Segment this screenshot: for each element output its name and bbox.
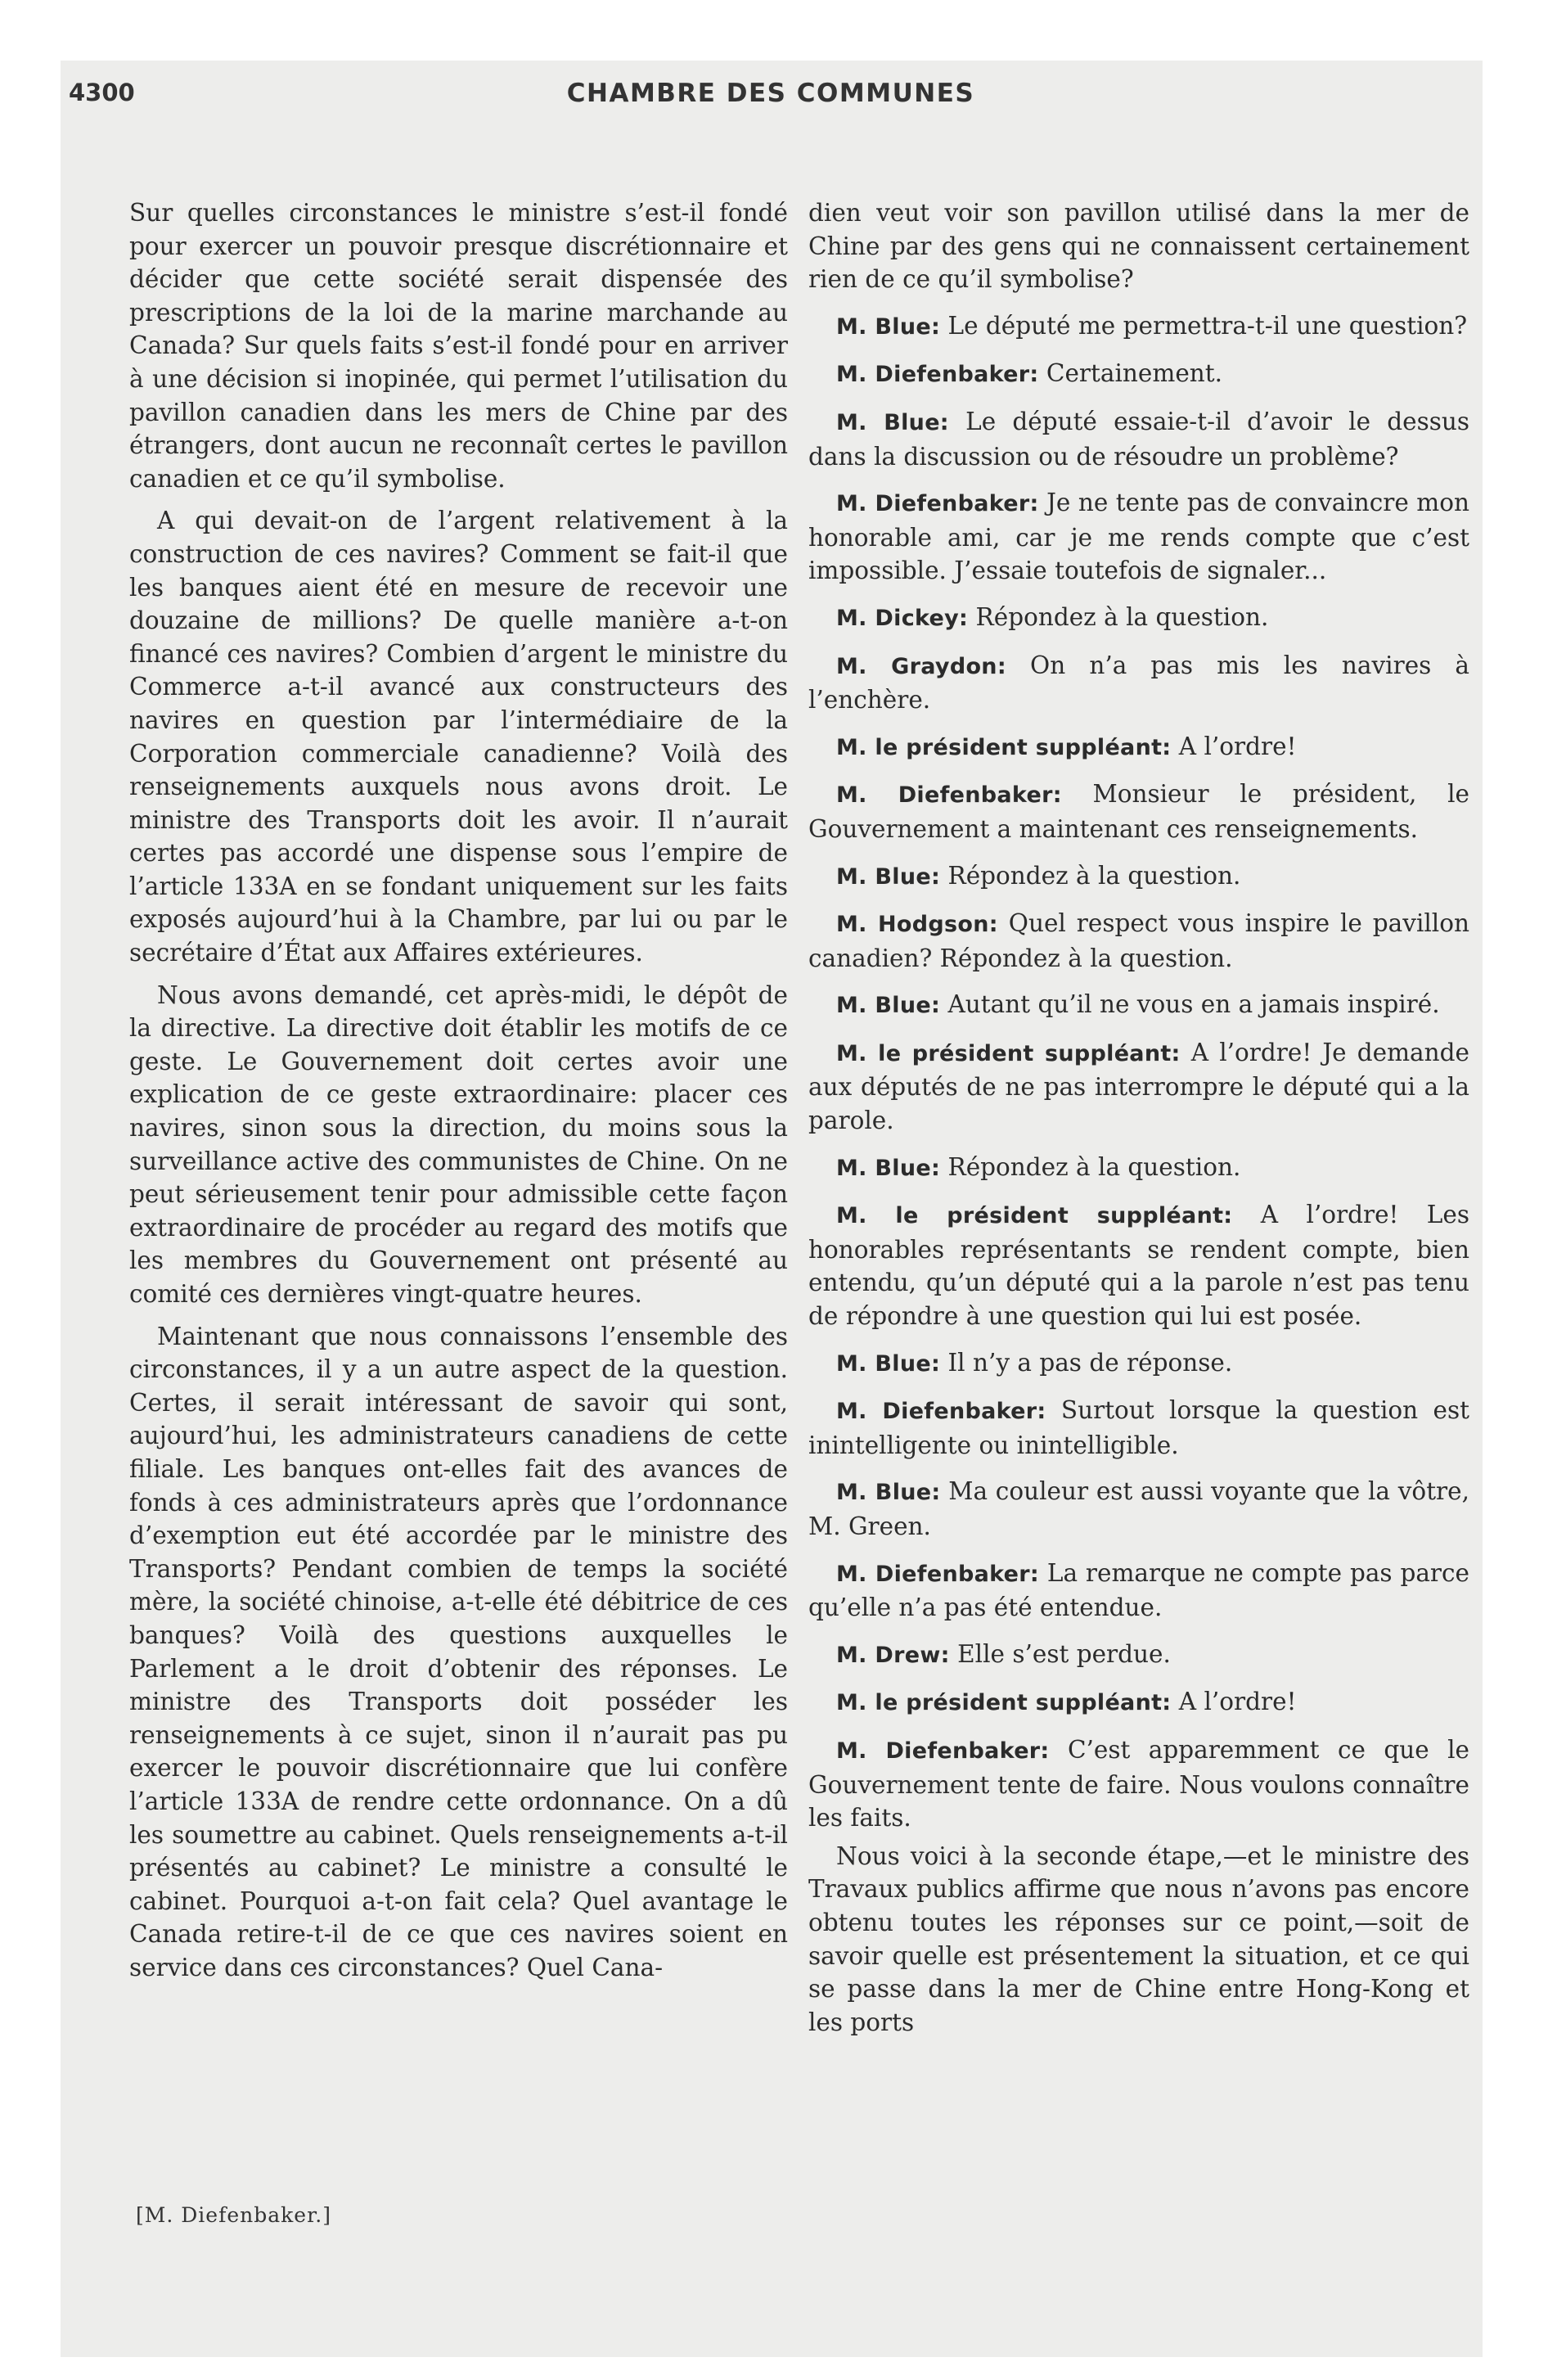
speech-entry xyxy=(808,1036,1469,1138)
speech-text: C’est apparemment ce que le Gouvernement tente de faire. Nous voulons connaître les faits. xyxy=(808,1735,1469,1832)
paragraph: A qui devait-on de l’argent relativement à la construction de ces navires? Comment se fait-il que les banques aient été en mesure de recevoir une douzaine de millions? De quelle manière a-t-on financé ces navires? Combien d’argent le ministre du Commerce a-t-il avancé aux constructeurs des navires en question par l’intermédiaire de la Corporation commerciale canadienne? Voilà des renseignements auxquels nous avons droit. Le ministre des Transports doit les avoir. Il n’aurait certes pas accordé une dispense sous l’empire de l’article 133A en se fondant uniquement sur les faits exposés aujourd’hui à la Chambre, par lui ou par le secrétaire d’État aux Affaires extérieures. xyxy=(129,507,788,967)
speaker-name: M. Diefenbaker: xyxy=(836,782,1062,809)
paragraph-text: dien veut voir son pavillon utilisé dans la mer de Chine par des gens qui ne connaissent certainement rien de ce qu’il symbolise? xyxy=(808,199,1469,294)
speech-entry xyxy=(808,859,1469,895)
speech-text: Quel respect vous inspire le pavillon canadien? Répondez à la question. xyxy=(808,909,1470,972)
speaker-name: M. Blue: xyxy=(836,1155,941,1181)
speaker-name: M. Blue: xyxy=(836,863,941,890)
speech-entry xyxy=(808,1394,1469,1462)
speech-text: Elle s’est perdue. xyxy=(957,1639,1171,1668)
speech-text: Répondez à la question. xyxy=(975,602,1269,631)
speech-text: Je ne tente pas de convaincre mon honorable ami, car je me rends compte que c’est impossible. J’essaie toutefois de signaler... xyxy=(808,489,1469,585)
speech-text: La remarque ne compte pas parce qu’elle n’a pas été entendue. xyxy=(808,1558,1469,1622)
speaker-name: M. Diefenbaker: xyxy=(836,1399,1046,1425)
speaker-name: M. Dickey: xyxy=(836,605,969,631)
speech-text: Autant qu’il ne vous en a jamais inspiré. xyxy=(947,990,1440,1019)
speech-entry xyxy=(808,1151,1469,1186)
speech-text: A l’ordre! xyxy=(1178,1688,1297,1716)
speech-entry xyxy=(808,486,1469,588)
speaker-name: M. le président suppléant: xyxy=(836,1203,1233,1229)
paragraph: Sur quelles circonstances le ministre s’est-il fondé pour exercer un pouvoir presque discrétionnaire et décider que cette société serait dispensée des prescriptions de la loi de la marine marchande au Canada? Sur quels faits s’est-il fondé pour en arriver à une décision si inopinée, qui permet l’utilisation du pavillon canadien dans les mers de Chine par des étrangers, dont aucun ne reconnaît certes le pavillon canadien et ce qu’il symbolise. xyxy=(129,199,788,493)
speech-text: On n’a pas mis les navires à l’enchère. xyxy=(808,651,1469,714)
speaker-name: M. Blue: xyxy=(836,1480,941,1506)
speech-entry xyxy=(808,1475,1469,1543)
speech-entry xyxy=(808,1685,1469,1720)
speech-text: Surtout lorsque la question est inintelligente ou inintelligible. xyxy=(808,1396,1469,1459)
speech-entry xyxy=(808,988,1469,1023)
speech-entry xyxy=(808,601,1469,636)
speaker-name: M. Diefenbaker: xyxy=(836,362,1039,388)
speech-text: Il n’y a pas de réponse. xyxy=(947,1348,1233,1377)
speech-entry xyxy=(808,1733,1469,1835)
speaker-name: M. Blue: xyxy=(836,313,941,340)
speech-entry xyxy=(808,1198,1469,1332)
page-header xyxy=(69,79,1473,119)
speaker-name: M. Diefenbaker: xyxy=(836,1738,1050,1764)
speech-entry xyxy=(808,1638,1469,1673)
left-column xyxy=(129,196,788,1984)
speaker-name: M. Diefenbaker: xyxy=(836,491,1039,517)
speech-text: Répondez à la question. xyxy=(947,1152,1241,1181)
speaker-name: M. Graydon: xyxy=(836,653,1006,679)
speech-text: Monsieur le président, le Gouvernement a maintenant ces renseignements. xyxy=(808,780,1469,843)
paragraph-text: Nous voici à la seconde étape,—et le ministre des Travaux publics affirme que nous n’avons pas encore obtenu toutes les réponses sur ce point,—soit de savoir quelle est présentement la situation, et ce qui se passe dans la mer de Chine entre Hong-Kong et les ports xyxy=(808,1841,1469,2036)
speech-entry xyxy=(808,405,1469,473)
speaker-name: M. Diefenbaker: xyxy=(836,1561,1039,1587)
speech-text: Le député essaie-t-il d’avoir le dessus dans la discussion ou de résoudre un problème? xyxy=(808,407,1469,471)
paragraph: Nous avons demandé, cet après-midi, le dépôt de la directive. La directive doit établir les motifs de ce geste. Le Gouvernement doit certes avoir une explication de ce geste extraordinaire: placer ces navires, sinon sous la direction, du moins sous la surveillance active des communistes de Chine. On ne peut sérieusement tenir pour admissible cette façon extraordinaire de procéder au regard des motifs que les membres du Gouvernement ont présenté au comité ces dernières vingt-quatre heures. xyxy=(129,980,788,1308)
speaker-name: M. Drew: xyxy=(836,1642,950,1668)
speech-entry xyxy=(808,309,1469,345)
speech-text: Répondez à la question. xyxy=(947,861,1241,890)
paragraph xyxy=(808,196,1469,296)
speech-text: Le député me permettra-t-il une question? xyxy=(947,311,1468,340)
speech-text: A l’ordre! Je demande aux députés de ne pas interrompre le député qui a la parole. xyxy=(808,1038,1469,1135)
paragraph xyxy=(808,1840,1469,2040)
speech-text: A l’ordre! Les honorables représentants se rendent compte, bien entendu, qu’un député qui a la parole n’est pas tenu de répondre à une question qui lui est posée. xyxy=(808,1201,1469,1331)
speaker-name: M. le président suppléant: xyxy=(836,1690,1172,1716)
footer-speaker-note: [M. Diefenbaker.] xyxy=(136,2203,331,2227)
speaker-name: M. Blue: xyxy=(836,409,949,435)
speech-entry xyxy=(808,778,1469,845)
page-number: 4300 xyxy=(69,79,135,106)
speaker-name: M. Blue: xyxy=(836,1350,941,1377)
speaker-name: M. Hodgson: xyxy=(836,912,998,938)
speech-entry xyxy=(808,649,1469,717)
speaker-name: M. le président suppléant: xyxy=(836,1040,1181,1066)
right-column xyxy=(808,196,1469,2052)
speech-text: Ma couleur est aussi voyante que la vôtre, M. Green. xyxy=(808,1477,1469,1540)
speech-entry xyxy=(808,1557,1469,1625)
paragraph: Maintenant que nous connaissons l’ensemble des circonstances, il y a un autre aspect de la question. Certes, il serait intéressant de savoir qui sont, aujourd’hui, les administrateurs canadiens de cette filiale. Les banques ont-elles fait des avances de fonds à ces administrateurs après que l’ordonnance d’exemption eut été accordée par le ministre des Transports? Pendant combien de temps la société mère, la société chinoise, a-t-elle été débitrice de ces banques? Voilà des questions auxquelles le Parlement a le droit d’obtenir des réponses. Le ministre des Transports doit posséder les renseignements à ce sujet, sinon il n’aurait pas pu exercer le pouvoir discrétionnaire que lui confère l’article 133A de rendre cette ordonnance. On a dû les soumettre au cabinet. Quels renseignements a-t-il présentés au cabinet? Le ministre a consulté le cabinet. Pourquoi a-t-on fait cela? Quel avantage le Canada retire-t-il de ce que ces navires soient en service dans ces circonstances? Quel Cana- xyxy=(129,1322,788,1981)
speaker-name: M. le président suppléant: xyxy=(836,734,1172,760)
speech-text: A l’ordre! xyxy=(1178,732,1297,760)
speech-entry xyxy=(808,1346,1469,1382)
speech-entry xyxy=(808,357,1469,392)
speaker-name: M. Blue: xyxy=(836,993,941,1019)
speech-entry xyxy=(808,730,1469,765)
speech-text: Certainement. xyxy=(1046,359,1223,388)
speech-entry xyxy=(808,907,1469,975)
running-title: CHAMBRE DES COMMUNES xyxy=(566,79,975,108)
